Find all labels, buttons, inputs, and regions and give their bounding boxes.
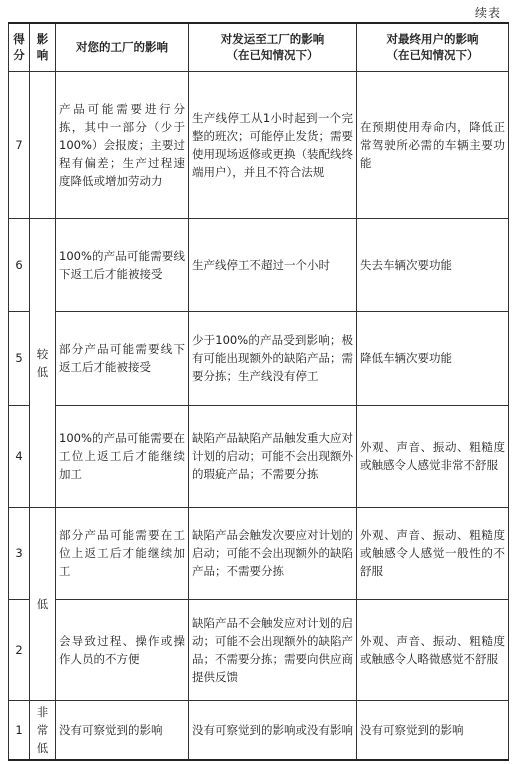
factory-cell: 产品可能需要进行分拣，其中一部分（少于100%）会报废；主要过程有偏差；生产过程速度降低或增加劳动力: [56, 71, 189, 218]
shipto-cell: 生产线停工不超过一个小时: [189, 218, 357, 311]
header-enduser: 对最终用户的影响 （在已知情况下）: [357, 23, 509, 71]
shipto-cell: 缺陷产品不会触发应对计划的启动；可能不会出现额外的缺陷产品；不需要分拣；需要向供应商提供反馈: [189, 599, 357, 700]
impact-cell-lower: 较低: [30, 218, 56, 507]
impact-cell-very-low: 非常低: [30, 700, 56, 760]
header-shipto: 对发运至工厂的影响 （在已知情况下）: [189, 23, 357, 71]
shipto-cell: 生产线停工从1小时起到一个完整的班次；可能停止发货；需要使用现场返修或更换（装配线终端用户），并且不符合法规: [189, 71, 357, 218]
factory-cell: 100%的产品可能需要在工位上返工后才能继续加工: [56, 405, 189, 507]
table-row: [9, 405, 509, 507]
enduser-cell: 没有可察觉到的影响: [357, 700, 509, 760]
table-row: [9, 311, 509, 405]
factory-cell: 部分产品可能需要线下返工后才能被接受: [56, 311, 189, 405]
score-cell: 4: [9, 405, 30, 507]
enduser-cell: 外观、声音、振动、粗糙度或触感令人略微感觉不舒服: [357, 599, 509, 700]
enduser-cell: 在预期使用寿命内，降低正常驾驶所必需的车辆主要功能: [357, 71, 509, 218]
header-score: 得分: [9, 23, 30, 71]
impact-cell-low: 低: [30, 507, 56, 700]
severity-table: [8, 22, 509, 761]
shipto-cell: 少于100%的产品受到影响；极有可能出现额外的缺陷产品；需要分拣；生产线没有停工: [189, 311, 357, 405]
table-row: [9, 218, 509, 311]
continued-label: 续表: [474, 6, 501, 20]
header-row: [9, 23, 509, 71]
score-cell: 1: [9, 700, 30, 760]
table-row: [9, 599, 509, 700]
table-row: [9, 700, 509, 760]
shipto-cell: 缺陷产品会触发次要应对计划的启动；可能不会出现额外的缺陷产品；不需要分拣: [189, 507, 357, 599]
enduser-cell: 降低车辆次要功能: [357, 311, 509, 405]
header-factory: 对您的工厂的影响: [56, 23, 189, 71]
shipto-cell: 没有可察觉到的影响或没有影响: [189, 700, 357, 760]
factory-cell: 部分产品可能需要在工位上返工后才能继续加工: [56, 507, 189, 599]
enduser-cell: 外观、声音、振动、粗糙度或触感令人感觉一般性的不舒服: [357, 507, 509, 599]
score-cell: 3: [9, 507, 30, 599]
table-row: [9, 507, 509, 599]
impact-cell-empty: [30, 71, 56, 218]
score-cell: 5: [9, 311, 30, 405]
score-cell: 6: [9, 218, 30, 311]
score-cell: 7: [9, 71, 30, 218]
factory-cell: 会导致过程、操作或操作人员的不方便: [56, 599, 189, 700]
table-row: [9, 71, 509, 218]
enduser-cell: 失去车辆次要功能: [357, 218, 509, 311]
factory-cell: 100%的产品可能需要线下返工后才能被接受: [56, 218, 189, 311]
factory-cell: 没有可察觉到的影响: [56, 700, 189, 760]
header-impact: 影响: [30, 23, 56, 71]
shipto-cell: 缺陷产品缺陷产品触发重大应对计划的启动；可能不会出现额外的瑕疵产品；不需要分拣: [189, 405, 357, 507]
enduser-cell: 外观、声音、振动、粗糙度或触感令人感觉非常不舒服: [357, 405, 509, 507]
score-cell: 2: [9, 599, 30, 700]
